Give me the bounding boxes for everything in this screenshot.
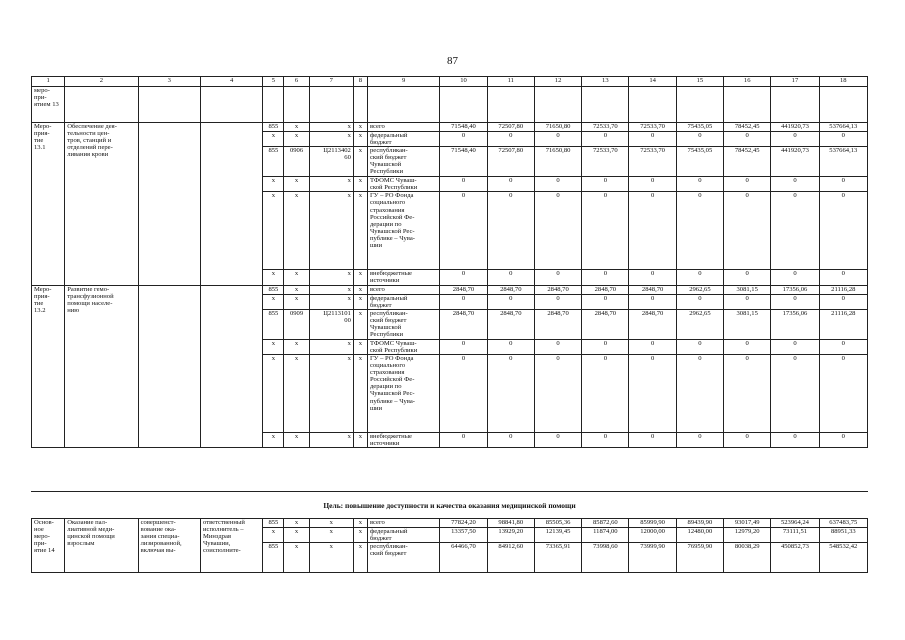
expense-type-cell: x <box>353 147 367 177</box>
amount-cell: 0 <box>487 432 534 447</box>
amount-cell: 72507,80 <box>487 123 534 132</box>
funding-source-cell: внебюджетные источники <box>367 270 439 285</box>
amount-cell: 0 <box>487 177 534 192</box>
amount-cell: 0 <box>819 270 867 285</box>
amount-cell: 0 <box>582 177 629 192</box>
amount-cell: 0 <box>819 192 867 270</box>
amount-cell: 0 <box>582 432 629 447</box>
amount-cell: 0 <box>724 294 771 309</box>
amount-cell: 13929,20 <box>487 528 534 543</box>
expense-type-cell: x <box>353 270 367 285</box>
section-code-cell: x <box>284 543 309 573</box>
target-article-cell: x <box>309 432 353 447</box>
grbs-code-cell: x <box>263 432 284 447</box>
column-number-header: 7 <box>309 77 353 87</box>
empty-cell <box>200 87 262 123</box>
expense-type-cell: x <box>353 123 367 132</box>
amount-cell: 2848,70 <box>534 309 581 339</box>
funding-source-cell: федеральный бюджет <box>367 132 439 147</box>
amount-cell: 0 <box>629 432 676 447</box>
amount-cell: 441920,73 <box>771 123 819 132</box>
empty-cell <box>65 87 138 123</box>
amount-cell: 0 <box>534 192 581 270</box>
amount-cell: 0 <box>487 339 534 354</box>
task-cell <box>138 285 200 448</box>
amount-cell: 0 <box>440 294 487 309</box>
amount-cell: 84912,60 <box>487 543 534 573</box>
amount-cell: 537664,13 <box>819 123 867 132</box>
amount-cell: 0 <box>487 354 534 432</box>
amount-cell: 0 <box>676 177 723 192</box>
amount-cell: 0 <box>771 432 819 447</box>
empty-cell <box>582 87 629 123</box>
amount-cell: 71650,80 <box>534 147 581 177</box>
amount-cell: 72533,70 <box>582 147 629 177</box>
amount-cell: 71650,80 <box>534 123 581 132</box>
amount-cell: 11874,00 <box>582 528 629 543</box>
empty-cell <box>724 87 771 123</box>
amount-cell: 0 <box>771 192 819 270</box>
section-code-cell: x <box>284 339 309 354</box>
amount-cell: 76959,90 <box>676 543 723 573</box>
amount-cell: 0 <box>771 177 819 192</box>
measure-id-cell: Меро- прия- тие 13.2 <box>32 285 65 448</box>
empty-cell <box>367 87 439 123</box>
amount-cell: 2848,70 <box>629 309 676 339</box>
expense-type-cell: x <box>353 432 367 447</box>
empty-cell <box>771 87 819 123</box>
amount-cell: 0 <box>582 132 629 147</box>
target-article-cell: x <box>309 132 353 147</box>
task-cell: совершенст- вование ока- зания специа- лизированной, включая вы- <box>138 519 200 573</box>
expense-type-cell: x <box>353 354 367 432</box>
target-article-cell: x <box>309 270 353 285</box>
amount-cell: 0 <box>771 354 819 432</box>
amount-cell: 21116,28 <box>819 285 867 294</box>
continuation-row <box>32 87 868 123</box>
section-code-cell: x <box>284 528 309 543</box>
amount-cell: 12480,00 <box>676 528 723 543</box>
funding-source-cell: республикан- ский бюджет Чувашской Республики <box>367 147 439 177</box>
amount-cell: 0 <box>440 354 487 432</box>
amount-cell: 3081,15 <box>724 309 771 339</box>
section-code-cell: x <box>284 432 309 447</box>
amount-cell: 0 <box>819 177 867 192</box>
funding-source-cell: федеральный бюджет <box>367 294 439 309</box>
grbs-code-cell: 855 <box>263 543 284 573</box>
section-code-cell: 0909 <box>284 309 309 339</box>
expense-type-cell: x <box>353 519 367 528</box>
amount-cell: 77824,20 <box>440 519 487 528</box>
page-number: 87 <box>447 55 458 67</box>
measure-label: меро- при- ятием 13 <box>32 87 65 123</box>
target-article-cell: Ц2113402 60 <box>309 147 353 177</box>
amount-cell: 78452,45 <box>724 123 771 132</box>
amount-cell: 72533,70 <box>582 123 629 132</box>
amount-cell: 0 <box>534 339 581 354</box>
amount-cell: 0 <box>629 132 676 147</box>
expense-type-cell: x <box>353 132 367 147</box>
grbs-code-cell: 855 <box>263 309 284 339</box>
section-code-cell: 0906 <box>284 147 309 177</box>
amount-cell: 12139,45 <box>534 528 581 543</box>
empty-cell <box>819 87 867 123</box>
empty-cell <box>487 87 534 123</box>
amount-cell: 0 <box>582 270 629 285</box>
column-number-header: 8 <box>353 77 367 87</box>
target-article-cell: x <box>309 285 353 294</box>
amount-cell: 71548,40 <box>440 147 487 177</box>
amount-cell: 75435,05 <box>676 147 723 177</box>
amount-cell: 0 <box>487 294 534 309</box>
amount-cell: 85872,60 <box>582 519 629 528</box>
amount-cell: 0 <box>629 177 676 192</box>
column-number-header: 12 <box>534 77 581 87</box>
funding-source-cell: всего <box>367 519 439 528</box>
amount-cell: 0 <box>534 132 581 147</box>
amount-cell: 2962,65 <box>676 285 723 294</box>
target-article-cell: x <box>309 177 353 192</box>
amount-cell: 73999,90 <box>629 543 676 573</box>
amount-cell: 3081,15 <box>724 285 771 294</box>
amount-cell: 0 <box>440 432 487 447</box>
amount-cell: 72507,80 <box>487 147 534 177</box>
amount-cell: 2848,70 <box>440 285 487 294</box>
target-article-cell: x <box>309 519 353 528</box>
funding-source-cell: ТФОМС Чуваш- ской Республики <box>367 177 439 192</box>
amount-cell: 73998,60 <box>582 543 629 573</box>
amount-cell: 2848,70 <box>440 309 487 339</box>
target-article-cell: x <box>309 192 353 270</box>
column-number-header: 1 <box>32 77 65 87</box>
amount-cell: 80038,29 <box>724 543 771 573</box>
column-number-header: 17 <box>771 77 819 87</box>
amount-cell: 93017,49 <box>724 519 771 528</box>
amount-cell: 0 <box>676 432 723 447</box>
measure-name-cell: Оказание пал- лиативной меди- цинской помощи взрослым <box>65 519 138 573</box>
funding-source-cell: ТФОМС Чуваш- ской Республики <box>367 339 439 354</box>
column-number-header: 11 <box>487 77 534 87</box>
executor-cell <box>200 123 262 286</box>
amount-cell: 0 <box>440 339 487 354</box>
amount-cell: 98841,80 <box>487 519 534 528</box>
section-code-cell: x <box>284 132 309 147</box>
amount-cell: 0 <box>771 294 819 309</box>
empty-cell <box>629 87 676 123</box>
amount-cell: 2962,65 <box>676 309 723 339</box>
grbs-code-cell: x <box>263 528 284 543</box>
funding-source-cell: республикан- ский бюджет <box>367 543 439 573</box>
amount-cell: 72533,70 <box>629 147 676 177</box>
amount-cell: 0 <box>534 354 581 432</box>
amount-cell: 0 <box>487 192 534 270</box>
amount-cell: 85999,90 <box>629 519 676 528</box>
section-code-cell: x <box>284 294 309 309</box>
amount-cell: 0 <box>724 339 771 354</box>
grbs-code-cell: 855 <box>263 123 284 132</box>
amount-cell: 0 <box>676 270 723 285</box>
grbs-code-cell: x <box>263 192 284 270</box>
column-number-header: 9 <box>367 77 439 87</box>
section-code-cell: x <box>284 354 309 432</box>
column-number-header: 16 <box>724 77 771 87</box>
expense-type-cell: x <box>353 192 367 270</box>
target-article-cell: x <box>309 294 353 309</box>
amount-cell: 537664,13 <box>819 147 867 177</box>
grbs-code-cell: x <box>263 132 284 147</box>
amount-cell: 75435,05 <box>676 123 723 132</box>
executor-cell <box>200 285 262 448</box>
amount-cell: 2848,70 <box>487 285 534 294</box>
measure-name-cell: Обеспечение дея- тельности цен- тров, станций и отделений пере- ливания крови <box>65 123 138 286</box>
measure-name-cell: Развитие гемо- трансфузионной помощи населе- нию <box>65 285 138 448</box>
amount-cell: 0 <box>771 339 819 354</box>
grbs-code-cell: x <box>263 270 284 285</box>
funding-source-cell: республикан- ский бюджет Чувашской Республики <box>367 309 439 339</box>
section-code-cell: x <box>284 285 309 294</box>
target-article-cell: Ц2113101 00 <box>309 309 353 339</box>
table-row <box>32 285 868 294</box>
amount-cell: 0 <box>582 354 629 432</box>
empty-cell <box>440 87 487 123</box>
amount-cell: 0 <box>819 339 867 354</box>
amount-cell: 0 <box>724 432 771 447</box>
amount-cell: 0 <box>629 192 676 270</box>
amount-cell: 0 <box>676 132 723 147</box>
amount-cell: 0 <box>724 270 771 285</box>
amount-cell: 64466,70 <box>440 543 487 573</box>
section-code-cell: x <box>284 192 309 270</box>
column-number-header: 15 <box>676 77 723 87</box>
target-article-cell: x <box>309 528 353 543</box>
amount-cell: 0 <box>724 132 771 147</box>
funding-source-cell: внебюджетные источники <box>367 432 439 447</box>
section-code-cell: x <box>284 123 309 132</box>
column-number-header: 10 <box>440 77 487 87</box>
measure-id-cell: Меро- прия- тие 13.1 <box>32 123 65 286</box>
amount-cell: 71548,40 <box>440 123 487 132</box>
amount-cell: 450852,73 <box>771 543 819 573</box>
amount-cell: 88951,33 <box>819 528 867 543</box>
empty-cell <box>534 87 581 123</box>
expense-type-cell: x <box>353 285 367 294</box>
amount-cell: 0 <box>534 294 581 309</box>
target-article-cell: x <box>309 339 353 354</box>
section-code-cell: x <box>284 270 309 285</box>
amount-cell: 12000,00 <box>629 528 676 543</box>
empty-cell <box>353 87 367 123</box>
amount-cell: 0 <box>724 192 771 270</box>
amount-cell: 89439,90 <box>676 519 723 528</box>
expense-type-cell: x <box>353 294 367 309</box>
amount-cell: 0 <box>676 192 723 270</box>
amount-cell: 0 <box>771 132 819 147</box>
amount-cell: 0 <box>487 270 534 285</box>
amount-cell: 0 <box>819 432 867 447</box>
amount-cell: 0 <box>771 270 819 285</box>
amount-cell: 2848,70 <box>629 285 676 294</box>
grbs-code-cell: 855 <box>263 519 284 528</box>
amount-cell: 0 <box>819 354 867 432</box>
amount-cell: 0 <box>440 177 487 192</box>
header-row <box>32 77 868 87</box>
empty-cell <box>263 87 284 123</box>
column-number-header: 3 <box>138 77 200 87</box>
amount-cell: 0 <box>676 294 723 309</box>
table-row <box>32 123 868 132</box>
expense-type-cell: x <box>353 543 367 573</box>
amount-cell: 73365,91 <box>534 543 581 573</box>
column-number-header: 4 <box>200 77 262 87</box>
target-article-cell: x <box>309 543 353 573</box>
amount-cell: 2848,70 <box>582 285 629 294</box>
amount-cell: 0 <box>440 270 487 285</box>
amount-cell: 0 <box>582 339 629 354</box>
amount-cell: 637483,75 <box>819 519 867 528</box>
amount-cell: 0 <box>676 339 723 354</box>
column-number-header: 18 <box>819 77 867 87</box>
amount-cell: 21116,28 <box>819 309 867 339</box>
amount-cell: 12979,20 <box>724 528 771 543</box>
empty-cell <box>309 87 353 123</box>
funding-source-cell: ГУ – РО Фонда социального страхования Российской Фе- дерации по Чувашской Рес- публике – Чува- шии <box>367 354 439 432</box>
amount-cell: 0 <box>534 177 581 192</box>
grbs-code-cell: 855 <box>263 147 284 177</box>
goal-heading: Цель: повышение доступности и качества оказания медицинской помощи <box>323 501 576 510</box>
column-number-header: 5 <box>263 77 284 87</box>
expense-type-cell: x <box>353 177 367 192</box>
amount-cell: 72533,70 <box>629 123 676 132</box>
amount-cell: 0 <box>440 132 487 147</box>
task-cell <box>138 123 200 286</box>
grbs-code-cell: 855 <box>263 285 284 294</box>
target-article-cell: x <box>309 354 353 432</box>
funding-source-cell: всего <box>367 285 439 294</box>
amount-cell: 548532,42 <box>819 543 867 573</box>
column-number-header: 14 <box>629 77 676 87</box>
amount-cell: 78452,45 <box>724 147 771 177</box>
separator <box>31 491 868 492</box>
target-article-cell: x <box>309 123 353 132</box>
amount-cell: 0 <box>676 354 723 432</box>
empty-cell <box>138 87 200 123</box>
empty-cell <box>284 87 309 123</box>
budget-table <box>31 76 868 448</box>
amount-cell: 2848,70 <box>487 309 534 339</box>
amount-cell: 0 <box>487 132 534 147</box>
amount-cell: 441920,73 <box>771 147 819 177</box>
amount-cell: 0 <box>582 294 629 309</box>
grbs-code-cell: x <box>263 177 284 192</box>
budget-table-continued <box>31 518 868 573</box>
empty-cell <box>676 87 723 123</box>
amount-cell: 0 <box>819 294 867 309</box>
amount-cell: 0 <box>629 354 676 432</box>
column-number-header: 6 <box>284 77 309 87</box>
amount-cell: 17356,06 <box>771 309 819 339</box>
grbs-code-cell: x <box>263 354 284 432</box>
expense-type-cell: x <box>353 309 367 339</box>
funding-source-cell: федеральный бюджет <box>367 528 439 543</box>
amount-cell: 0 <box>819 132 867 147</box>
amount-cell: 0 <box>534 432 581 447</box>
column-number-header: 2 <box>65 77 138 87</box>
amount-cell: 13357,50 <box>440 528 487 543</box>
section-code-cell: x <box>284 519 309 528</box>
amount-cell: 0 <box>629 339 676 354</box>
grbs-code-cell: x <box>263 294 284 309</box>
section-code-cell: x <box>284 177 309 192</box>
measure-id-cell: Основ- ное меро- при- ятие 14 <box>32 519 65 573</box>
amount-cell: 85505,36 <box>534 519 581 528</box>
amount-cell: 73111,51 <box>771 528 819 543</box>
amount-cell: 0 <box>724 177 771 192</box>
amount-cell: 2848,70 <box>582 309 629 339</box>
expense-type-cell: x <box>353 339 367 354</box>
expense-type-cell: x <box>353 528 367 543</box>
executor-cell: ответственный исполнитель – Минздрав Чувашии, соисполните- <box>200 519 262 573</box>
amount-cell: 523964,24 <box>771 519 819 528</box>
amount-cell: 0 <box>534 270 581 285</box>
column-number-header: 13 <box>582 77 629 87</box>
amount-cell: 0 <box>582 192 629 270</box>
funding-source-cell: ГУ – РО Фонда социального страхования Российской Фе- дерации по Чувашской Рес- публике – Чува- шии <box>367 192 439 270</box>
amount-cell: 17356,06 <box>771 285 819 294</box>
amount-cell: 0 <box>440 192 487 270</box>
amount-cell: 2848,70 <box>534 285 581 294</box>
funding-source-cell: всего <box>367 123 439 132</box>
table-row <box>32 519 868 528</box>
amount-cell: 0 <box>724 354 771 432</box>
amount-cell: 0 <box>629 270 676 285</box>
grbs-code-cell: x <box>263 339 284 354</box>
amount-cell: 0 <box>629 294 676 309</box>
